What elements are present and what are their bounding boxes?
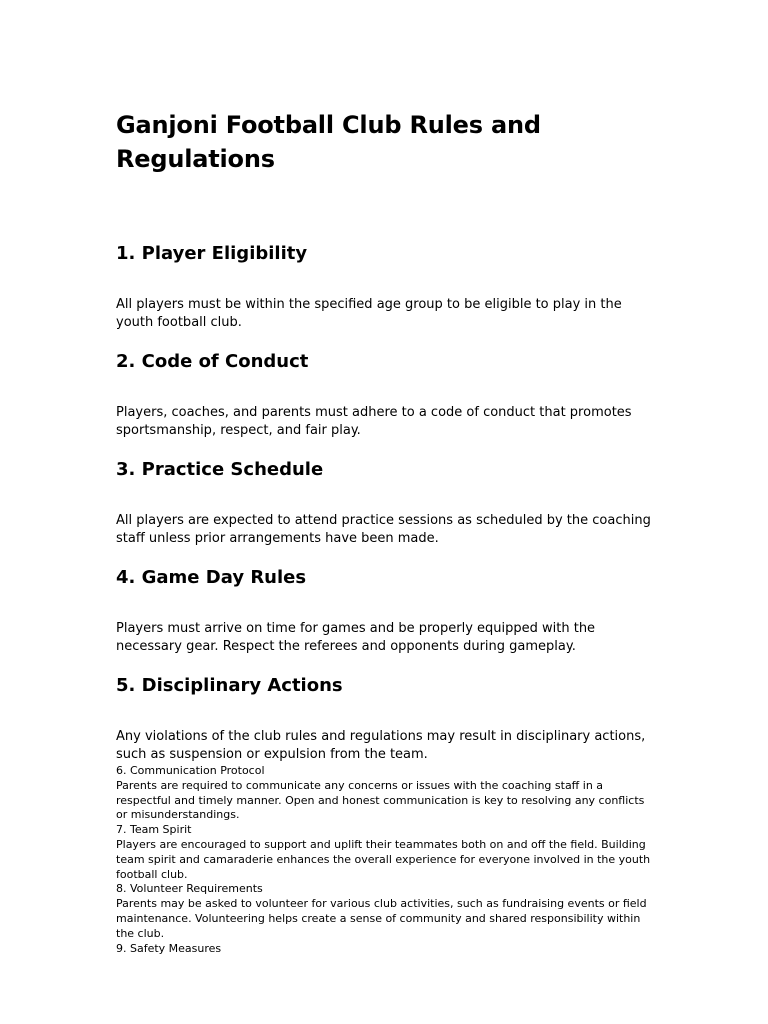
section-heading: 3. Practice Schedule (116, 459, 324, 480)
additional-rules (116, 764, 656, 956)
section-heading: 1. Player Eligibility (116, 243, 308, 264)
section-body: All players are expected to attend practice sessions as scheduled by the coaching staff unless prior arrangements have been made. (116, 513, 651, 546)
small-section-body: Players are encouraged to support and uplift their teammates both on and off the field. Building team spirit and camaraderie enhances the overall experience for everyone involved in the youth football club. (116, 837, 651, 881)
small-section-heading: 7. Team Spirit (116, 823, 192, 837)
section-body: Players, coaches, and parents must adhere to a code of conduct that promotes sportsmanship, respect, and fair play. (116, 405, 632, 438)
section-code-of-conduct (116, 350, 656, 440)
section-body: Players must arrive on time for games and be properly equipped with the necessary gear. Respect the referees and opponents during gameplay. (116, 621, 596, 654)
document-content (116, 108, 656, 956)
small-section-body: Parents are required to communicate any concerns or issues with the coaching staff in a respectful and timely manner. Open and honest communication is key to resolving any conflicts or misunderstandings. (116, 778, 645, 822)
section-player-eligibility (116, 242, 656, 332)
section-body: Any violations of the club rules and regulations may result in disciplinary actions, such as suspension or expulsion from the team. (116, 729, 646, 762)
section-disciplinary-actions (116, 674, 656, 764)
section-heading: 5. Disciplinary Actions (116, 675, 343, 696)
document-title: Ganjoni Football Club Rules and Regulations (116, 111, 541, 173)
section-game-day-rules (116, 566, 656, 656)
section-heading: 2. Code of Conduct (116, 351, 309, 372)
small-section-heading: 9. Safety Measures (116, 941, 222, 955)
section-practice-schedule (116, 458, 656, 548)
small-section-heading: 8. Volunteer Requirements (116, 882, 263, 896)
small-section-body: Parents may be asked to volunteer for various club activities, such as fundraising events or field maintenance. Volunteering helps create a sense of community and shared responsibility within the club. (116, 897, 647, 940)
small-section-heading: 6. Communication Protocol (116, 764, 265, 777)
section-heading: 4. Game Day Rules (116, 567, 307, 588)
section-body: All players must be within the specified age group to be eligible to play in the youth football club. (116, 297, 622, 330)
